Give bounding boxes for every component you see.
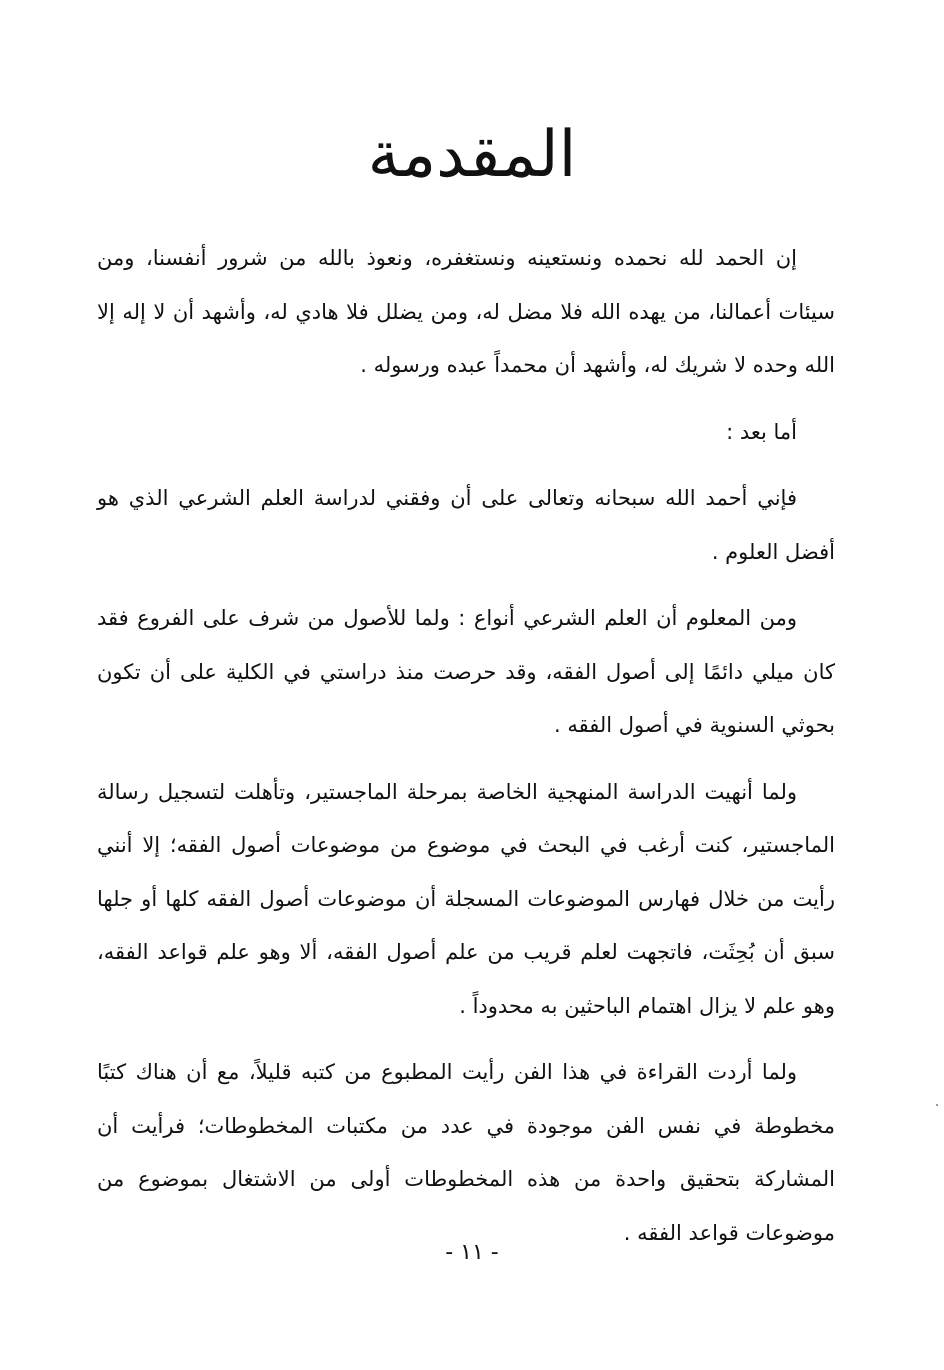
paragraph-opening: إن الحمد لله نحمده ونستعينه ونستغفره، ونعوذ بالله من شرور أنفسنا، ومن سيئات أعمالنا، من يهده الله فلا مضل له، ومن يضلل فلا هادي له، وأشهد أن لا إله إلا الله وحده لا شريك له، وأشهد أن محمداً عبده ورسوله . [97, 246, 835, 377]
body-text [97, 232, 835, 1273]
scan-speck [936, 1104, 938, 1106]
paragraph-manuscript-choice: ولما أردت القراءة في هذا الفن رأيت المطبوع من كتبه قليلاً، مع أن هناك كتبًا مخطوطة في نفس الفن موجودة في عدد من مكتبات المخطوطات؛ فرأيت أن المشاركة بتحقيق واحدة من هذه المخطوطات أولى من الاشتغال بموضوع من موضوعات قواعد الفقه . [97, 1060, 835, 1245]
paragraph-usul-interest: ومن المعلوم أن العلم الشرعي أنواع : ولما للأصول من شرف على الفروع فقد كان ميلي دائمًا إلى أصول الفقه، وقد حرصت منذ دراستي في الكلية على أن تكون بحوثي السنوية في أصول الفقه . [97, 606, 835, 737]
paragraph-amma-baad: أما بعد : [726, 419, 797, 444]
paragraph-masters-topic: ولما أنهيت الدراسة المنهجية الخاصة بمرحلة الماجستير، وتأهلت لتسجيل رسالة الماجستير، كنت أرغب في البحث في موضوع من موضوعات أصول الفقه؛ إلا أنني رأيت من خلال فهارس الموضوعات المسجلة أن موضوعات أصول الفقه كلها أو جلها سبق أن بُحِثَت، فاتجهت لعلم قريب من علم أصول الفقه، ألا وهو علم قواعد الفقه، وهو علم لا يزال اهتمام الباحثين به محدوداً . [97, 779, 835, 1018]
page-number: - ١١ - [445, 1240, 499, 1265]
page-title: المقدمة [367, 118, 577, 192]
paragraph-gratitude: فإني أحمد الله سبحانه وتعالى على أن وفقني لدراسة العلم الشرعي الذي هو أفضل العلوم . [97, 486, 835, 564]
